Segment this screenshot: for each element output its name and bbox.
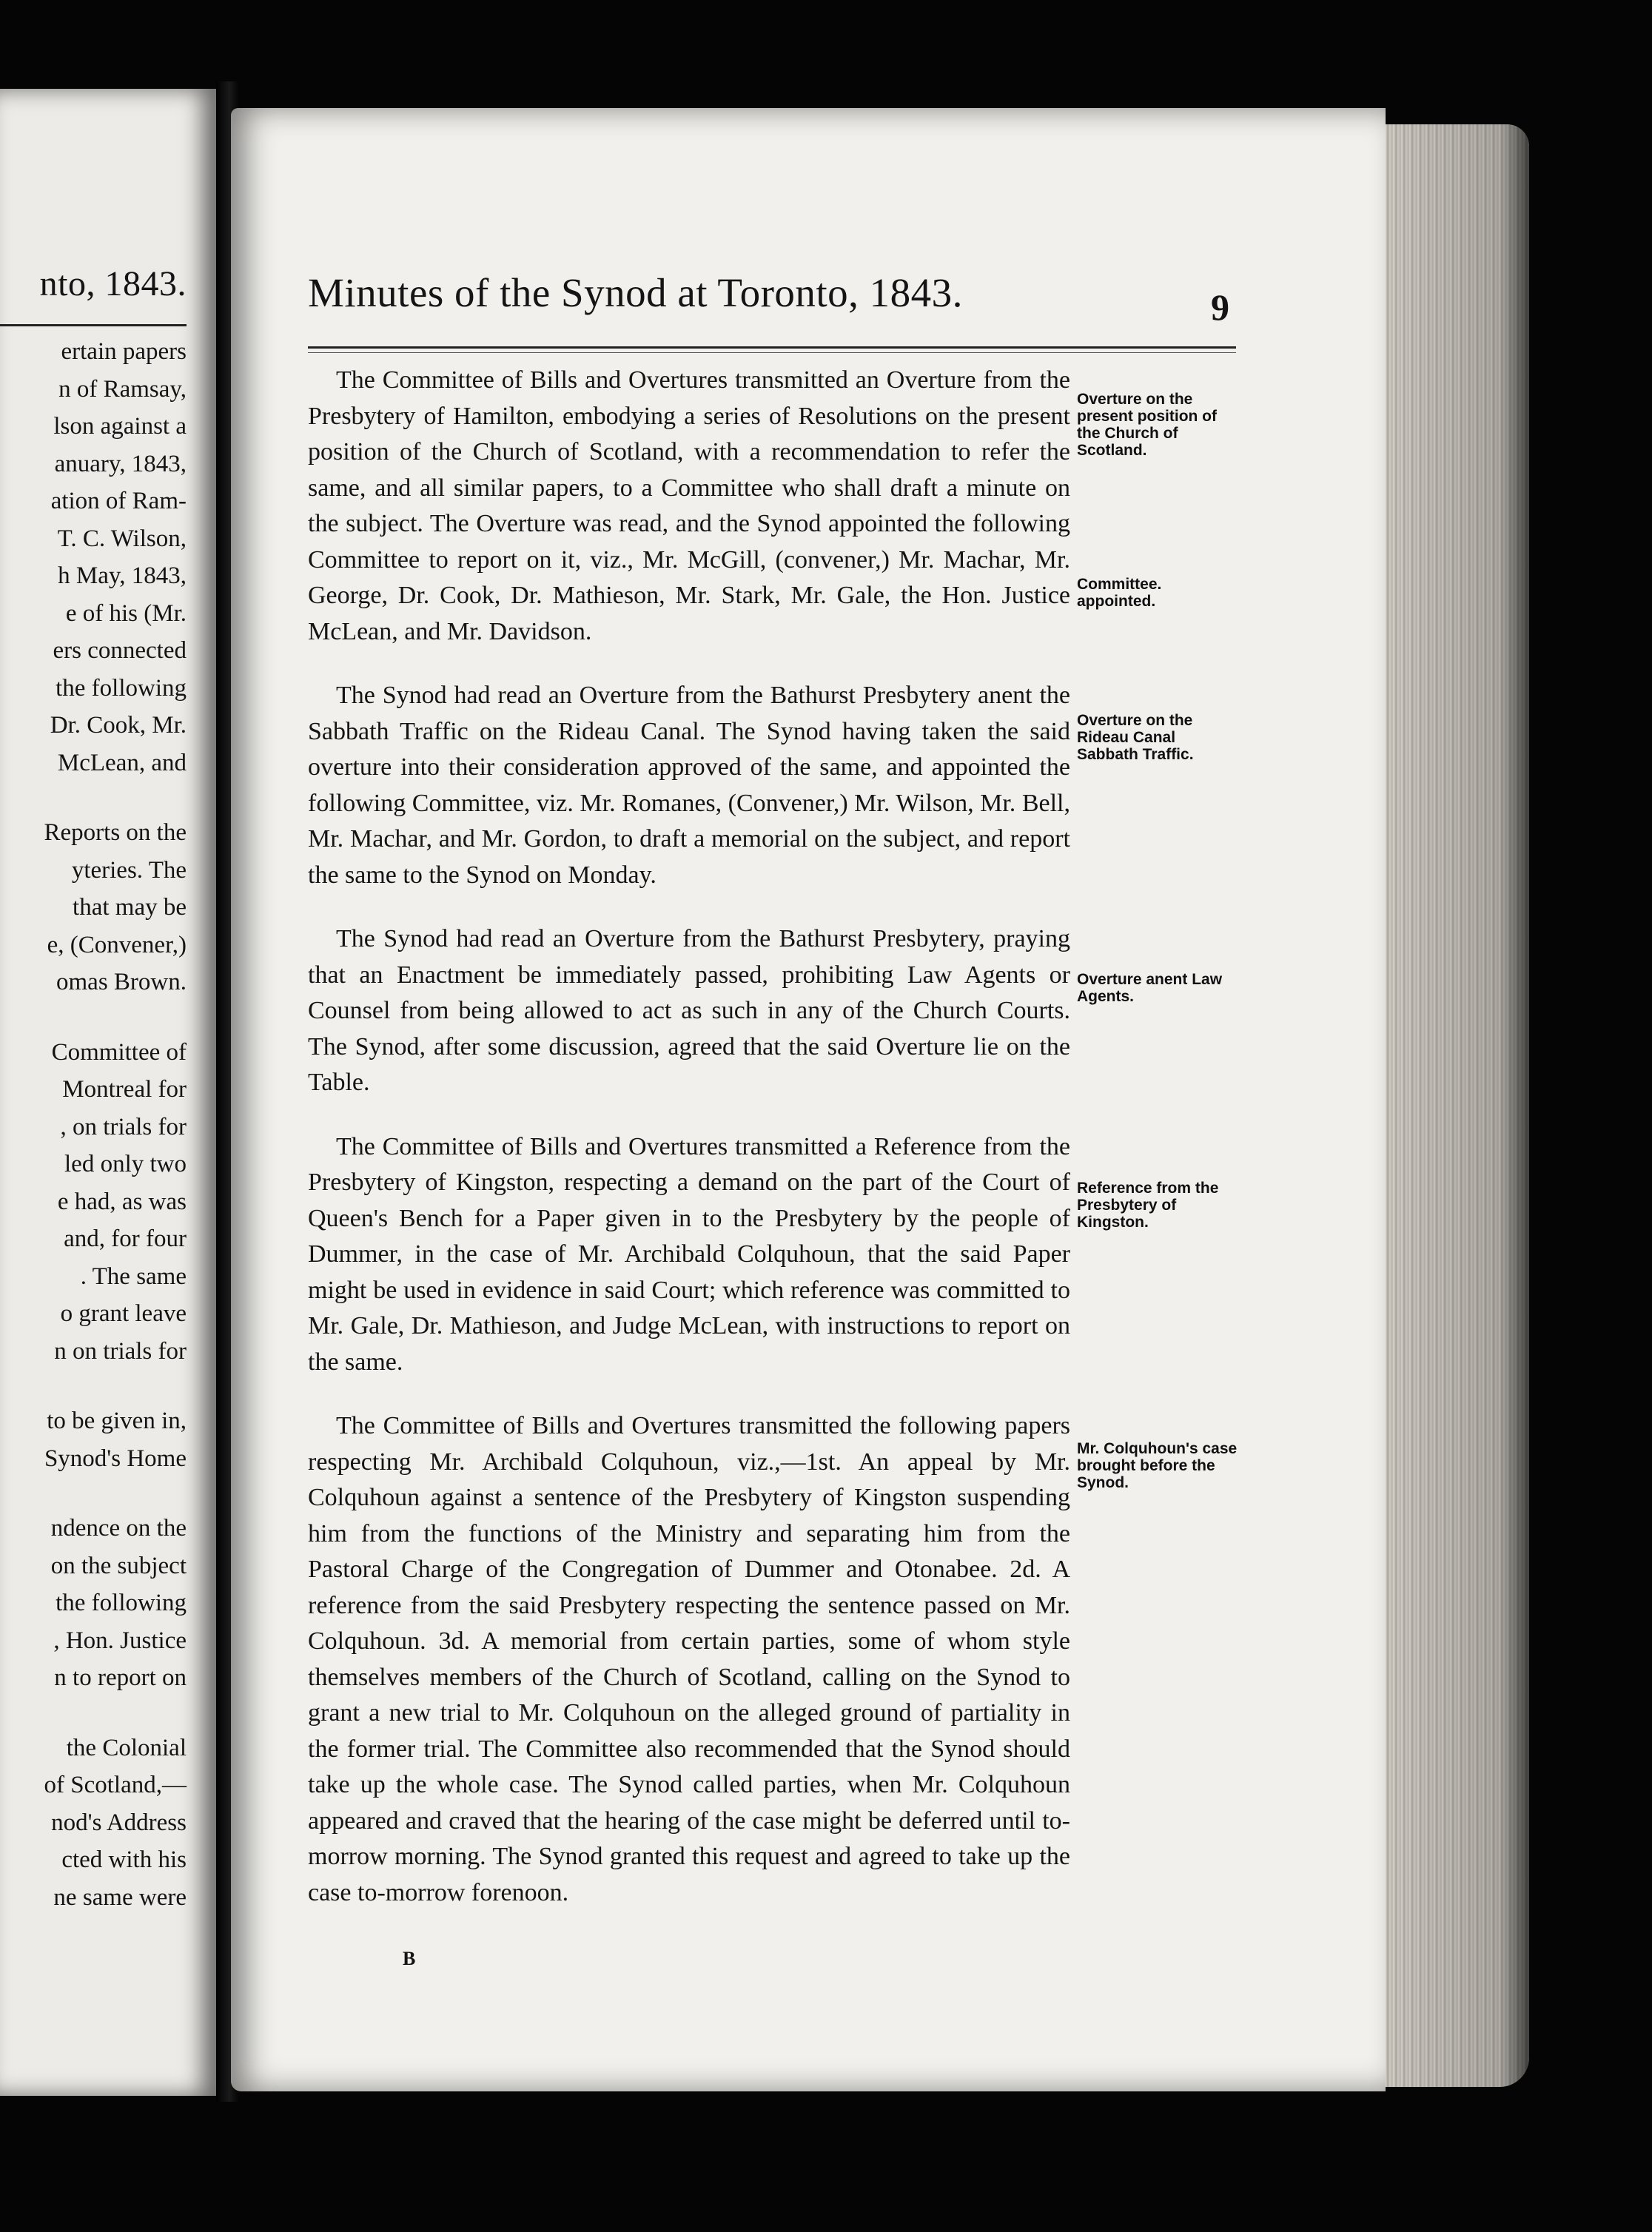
page-number: 9: [1211, 286, 1229, 328]
left-page-line: ne same were: [53, 1883, 187, 1911]
left-page-line: ndence on the: [50, 1515, 187, 1542]
margin-note-colquhoun-case: Mr. Colquhoun's case brought before the Synod.: [1077, 1440, 1238, 1491]
left-page-line: the following: [56, 1590, 187, 1616]
left-page-line: McLean, and: [57, 749, 187, 776]
left-page-line: led only two: [64, 1151, 187, 1177]
left-page-line: ertain papers: [61, 338, 187, 365]
left-page-line: n to report on: [54, 1664, 187, 1691]
margin-note-overture-position: Overture on the present position of the Church of Scotland.: [1077, 391, 1217, 459]
left-page-line: o grant leave: [60, 1300, 187, 1327]
left-page-line: on the subject: [50, 1552, 187, 1579]
paragraph-rideau-canal: The Synod had read an Overture from the Bathurst Presbytery anent the Sabbath Traffic on the Rideau Canal. The Synod having taken the said overture into their consideration approved of the same, and appointed the following Committee, viz. Mr. Romanes, (Convener,) Mr. Wilson, Mr. Bell, Mr. Machar, and Mr. Gordon, to draft a memorial on the subject, and report the same to the Synod on Monday.: [308, 682, 1070, 889]
left-page-line: omas Brown.: [56, 969, 187, 995]
left-page-line: e, (Convener,): [47, 931, 187, 958]
left-page-line: that may be: [73, 894, 187, 921]
left-page-line: anuary, 1843,: [54, 450, 187, 477]
running-head: Minutes of the Synod at Toronto, 1843.: [308, 270, 963, 315]
margin-note-rideau-canal: Overture on the Rideau Canal Sabbath Traffic.: [1077, 712, 1194, 763]
left-page-line: Reports on the: [44, 819, 187, 846]
left-page-line: lson against a: [53, 413, 187, 440]
right-page: [231, 108, 1386, 2091]
margin-note-law-agents: Overture anent Law Agents.: [1077, 971, 1223, 1005]
left-page-line: Dr. Cook, Mr.: [50, 712, 187, 739]
left-page-line: e had, as was: [57, 1188, 187, 1215]
left-page-line: . The same: [80, 1263, 187, 1290]
left-page-line: of Scotland,—: [44, 1772, 187, 1798]
body-text: [308, 363, 1070, 1939]
left-page-line: yteries. The: [71, 856, 187, 884]
left-page-line: Montreal for: [62, 1076, 187, 1103]
left-page-line: h May, 1843,: [58, 562, 187, 589]
left-page-line: ers connected: [53, 637, 187, 664]
left-running-head: nto, 1843.: [39, 264, 187, 303]
left-page-line: e of his (Mr.: [65, 599, 187, 627]
left-page-line: , on trials for: [60, 1113, 187, 1140]
left-page-line: cted with his: [61, 1846, 187, 1873]
left-page-line: and, for four: [64, 1226, 187, 1252]
left-page-line: n of Ramsay,: [58, 375, 187, 403]
left-page: [0, 89, 216, 2096]
left-header-rule: [0, 324, 187, 326]
margin-note-committee-appointed: Committee. appointed.: [1077, 576, 1162, 610]
left-page-line: the Colonial: [66, 1734, 187, 1761]
paragraph-overture-hamilton: The Committee of Bills and Overtures transmitted an Overture from the Presbytery of Hamilton, embodying a series of Resolutions on the present position of the Church of Scotland, with a recommendation to refer the same, and all similar papers, to a Committee who shall draft a minute on the subject. The Overture was read, and the Synod appointed the following Committee to report on it, viz., Mr. McGill, (convener,) Mr. Machar, Mr. George, Dr. Cook, Dr. Mathieson, Mr. Stark, Mr. Gale, the Hon. Justice McLean, and Mr. Davidson.: [308, 366, 1070, 645]
left-page-text: [44, 333, 187, 1916]
header-rule-thin: [308, 352, 1236, 353]
signature-mark: B: [403, 1948, 416, 1969]
left-page-line: , Hon. Justice: [53, 1627, 187, 1654]
paragraph-kingston-reference: The Committee of Bills and Overtures transmitted a Reference from the Presbytery of Kingston, respecting a demand on the part of the Court of Queen's Bench for a Paper given in to the Presbytery by the people of Dummer, in the case of Mr. Archibald Colquhoun, that the said Paper might be used in evidence in said Court; which reference was committed to Mr. Gale, Dr. Mathieson, and Judge McLean, with instructions to report on the same.: [308, 1132, 1070, 1376]
left-page-line: to be given in,: [47, 1408, 187, 1434]
paragraph-law-agents: The Synod had read an Overture from the Bathurst Presbytery, praying that an Enactment be immediately passed, prohibiting Law Agents or Counsel from being allowed to act as such in any of the Church Courts. The Synod, after some discussion, agreed that the said Overture lie on the Table.: [308, 925, 1070, 1096]
left-page-line: Synod's Home: [44, 1445, 187, 1472]
left-page-line: ation of Ram-: [50, 488, 187, 514]
left-page-line: Committee of: [51, 1038, 187, 1066]
margin-note-kingston-reference: Reference from the Presbytery of Kingston.: [1077, 1180, 1219, 1231]
left-page-line: T. C. Wilson,: [57, 525, 187, 552]
header-rule: [308, 346, 1236, 349]
left-page-line: nod's Address: [51, 1809, 187, 1836]
left-page-line: n on trials for: [54, 1337, 187, 1365]
paragraph-colquhoun-case: The Committee of Bills and Overtures transmitted the following papers respecting Mr. Archibald Colquhoun, viz.,—1st. An appeal by Mr. Colquhoun against a sentence of the Presbytery of Kingston suspending him from the functions of the Ministry and separating him from the Pastoral Charge of the Congregation of Dummer and Otonabee. 2d. A reference from the said Presbytery respecting the sentence passed on Mr. Colquhoun. 3d. A memorial from certain parties, some of whom style themselves members of the Church of Scotland, calling on the Synod to grant a new trial to Mr. Colquhoun on the alleged ground of partiality in the former trial. The Committee also recommended that the Synod should take up the whole case. The Synod called parties, when Mr. Colquhoun appeared and craved that the hearing of the case might be deferred until to-morrow morning. The Synod granted this request and agreed to take up the case to-morrow forenoon.: [308, 1412, 1070, 1906]
left-page-line: the following: [56, 674, 187, 702]
